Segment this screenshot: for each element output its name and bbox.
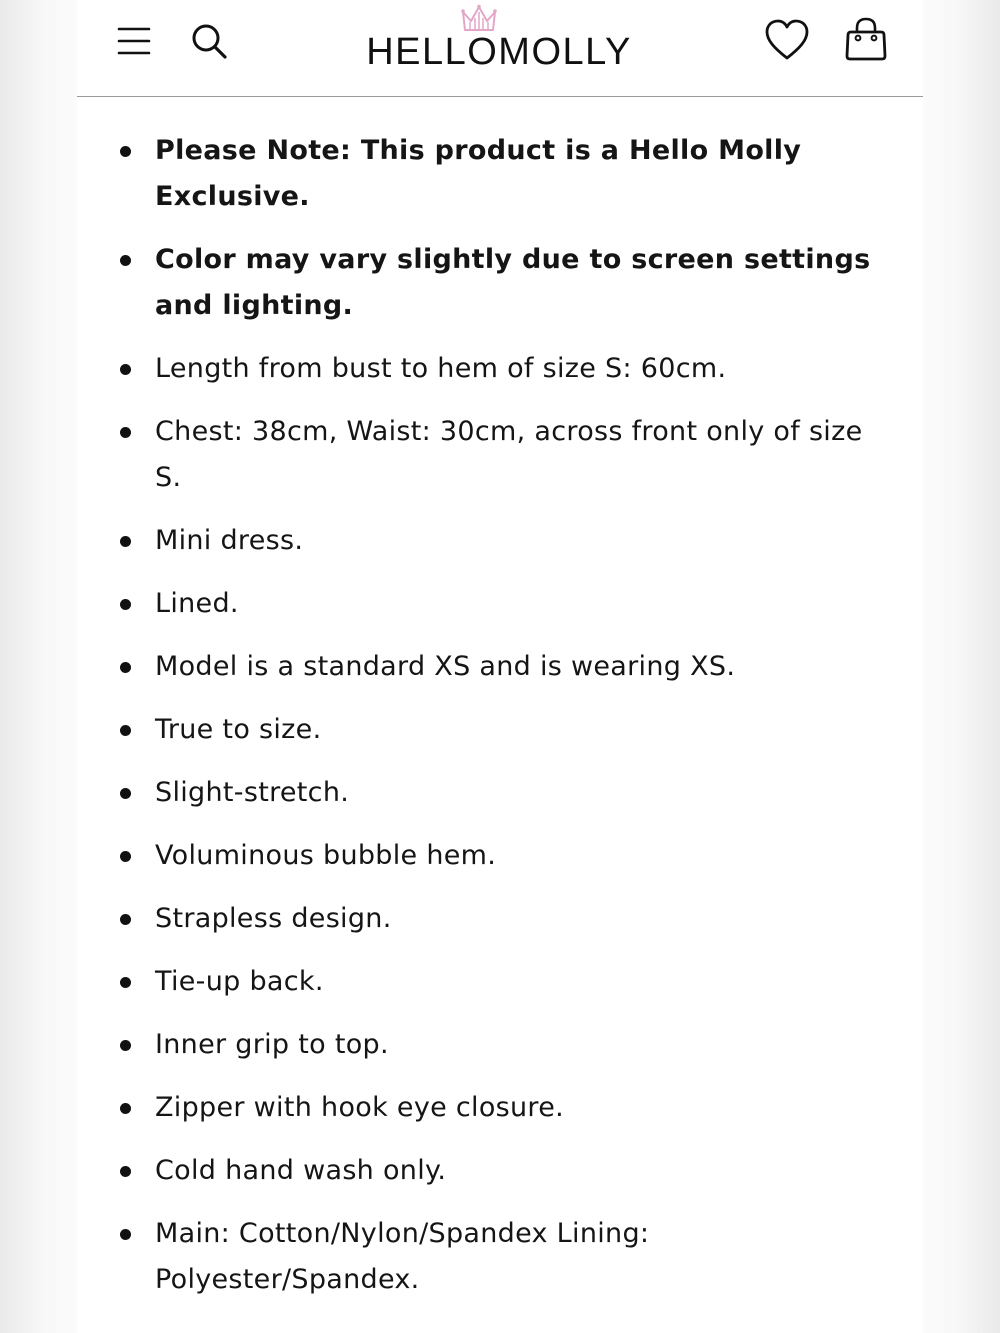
site-header: [77, 0, 923, 97]
list-item: Cold hand wash only.: [77, 1148, 923, 1194]
list-item: Please Note: This product is a Hello Molly Exclusive.: [77, 128, 923, 220]
list-item: Lined.: [77, 581, 923, 627]
list-item: Voluminous bubble hem.: [77, 833, 923, 879]
list-item: True to size.: [77, 707, 923, 753]
crown-icon: [461, 4, 497, 34]
search-icon[interactable]: [190, 22, 228, 60]
list-item: Length from bust to hem of size S: 60cm.: [77, 346, 923, 392]
heart-icon[interactable]: [764, 19, 810, 61]
list-item: Slight-stretch.: [77, 770, 923, 816]
list-item: Main: Cotton/Nylon/Spandex Lining: Polyester/Spandex.: [77, 1211, 923, 1303]
list-item: Inner grip to top.: [77, 1022, 923, 1068]
list-item: Tie-up back.: [77, 959, 923, 1005]
list-item: Zipper with hook eye closure.: [77, 1085, 923, 1131]
list-item: Chest: 38cm, Waist: 30cm, across front only of size S.: [77, 409, 923, 501]
list-item: Model is a standard XS and is wearing XS.: [77, 644, 923, 690]
product-page: [77, 0, 923, 1333]
brand-name: HELLOMOLLY: [366, 31, 632, 73]
shopping-bag-icon[interactable]: [843, 16, 889, 62]
list-item: Color may vary slightly due to screen settings and lighting.: [77, 237, 923, 329]
list-item: Strapless design.: [77, 896, 923, 942]
product-details-list: [77, 128, 923, 1320]
brand-logo[interactable]: [361, 4, 637, 84]
list-item: Mini dress.: [77, 518, 923, 564]
hamburger-menu-icon[interactable]: [117, 26, 151, 56]
